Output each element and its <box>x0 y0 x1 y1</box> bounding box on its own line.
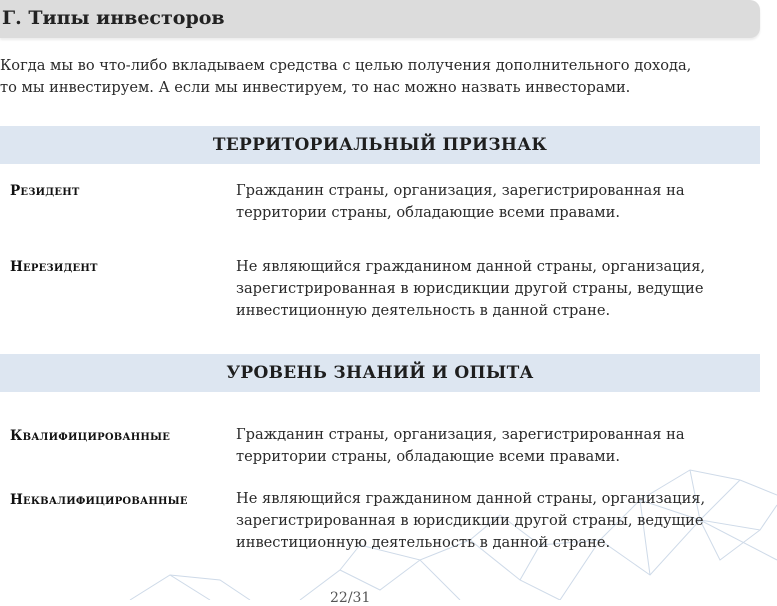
definition-line: Гражданин страны, организация, зарегистрированная на <box>236 182 685 199</box>
definition-line: Гражданин страны, организация, зарегистрированная на <box>236 426 685 443</box>
page-number: 22/31 <box>330 590 371 606</box>
definition-line: территории страны, обладающие всеми правами. <box>236 204 620 221</box>
intro-line: то мы инвестируем. А если мы инвестируем, то нас можно назвать инвесторами. <box>0 79 631 96</box>
category-title: ТЕРРИТОРИАЛЬНЫЙ ПРИЗНАК <box>212 135 548 155</box>
section-heading: Г. Типы инвесторов <box>2 7 225 29</box>
term-unqualified: Неквалифицированные <box>10 492 188 508</box>
term-nonresident: Нерезидент <box>10 259 98 275</box>
definition-line: зарегистрированная в юрисдикции другой страны, ведущие <box>236 280 704 297</box>
term-resident: Резидент <box>10 183 80 199</box>
category-title: УРОВЕНЬ ЗНАНИЙ И ОПЫТА <box>226 363 534 383</box>
term-qualified: Квалифицированные <box>10 428 171 444</box>
definition-line: Не являющийся гражданином данной страны, организация, <box>236 490 706 507</box>
definition-qualified <box>236 424 736 468</box>
definition-resident <box>236 180 736 224</box>
intro-line: Когда мы во что-либо вкладываем средства с целью получения дополнительного дохода, <box>0 57 692 74</box>
definition-line: инвестиционную деятельность в данной стране. <box>236 302 611 319</box>
category-band-territorial <box>0 126 760 164</box>
section-heading-bar <box>0 0 760 38</box>
definition-unqualified <box>236 488 736 554</box>
definition-line: инвестиционную деятельность в данной стране. <box>236 534 611 551</box>
definition-line: зарегистрированная в юрисдикции другой страны, ведущие <box>236 512 704 529</box>
definition-line: территории страны, обладающие всеми правами. <box>236 448 620 465</box>
category-band-knowledge <box>0 354 760 392</box>
definition-nonresident <box>236 256 736 322</box>
intro-paragraph <box>0 55 770 99</box>
definition-line: Не являющийся гражданином данной страны, организация, <box>236 258 706 275</box>
